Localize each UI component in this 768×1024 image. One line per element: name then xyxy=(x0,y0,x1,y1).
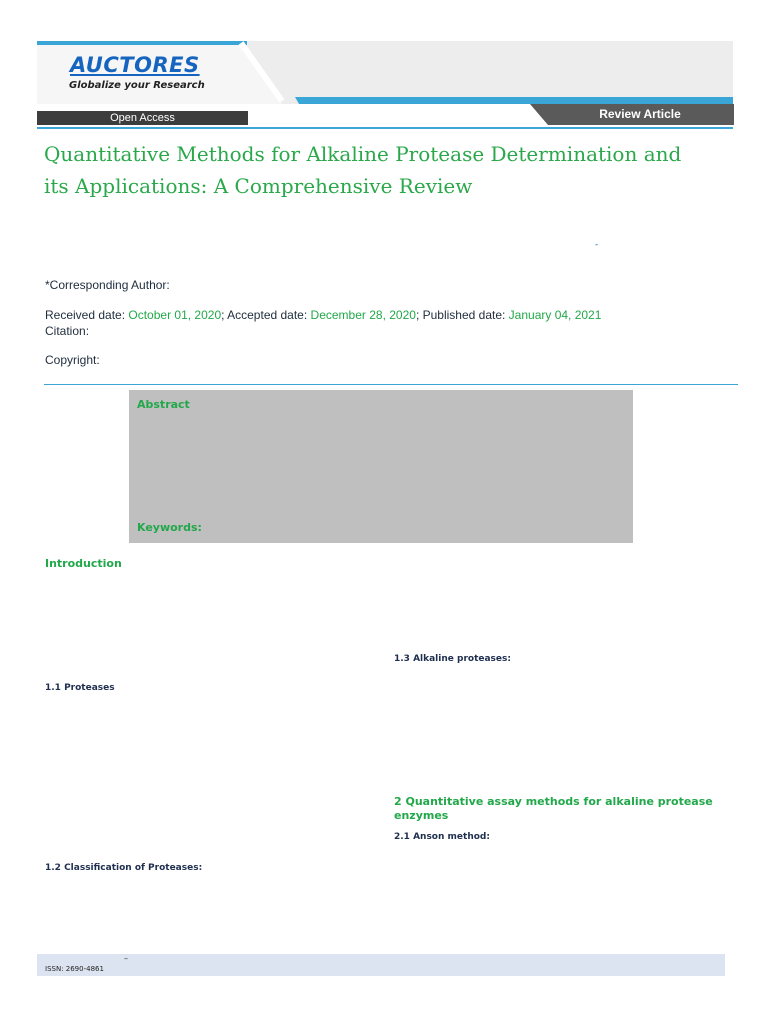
introduction-heading: Introduction xyxy=(45,557,122,570)
received-label: Received date: xyxy=(45,308,129,322)
open-access-label: Open Access xyxy=(110,112,175,124)
publisher-logo[interactable]: AUCTORES xyxy=(70,53,200,77)
logo-tagline: Globalize your Research xyxy=(69,80,205,91)
article-title-line-1: Quantitative Methods for Alkaline Protease Determination and xyxy=(44,142,682,166)
section-2-heading xyxy=(394,795,734,823)
header-underline xyxy=(37,127,733,129)
accepted-label: ; Accepted date: xyxy=(221,308,311,322)
stray-mark: - xyxy=(595,240,599,250)
issn-label: ISSN: 2690-4861 xyxy=(45,965,104,973)
article-type-label: Review Article xyxy=(599,107,681,121)
accepted-date: December 28, 2020 xyxy=(310,308,416,322)
abstract-heading: Abstract xyxy=(137,398,190,411)
abstract-box xyxy=(129,390,633,543)
footer-dash: – xyxy=(124,954,128,963)
section-2-heading-line-1: 2 Quantitative assay methods for alkaline protease xyxy=(394,795,713,808)
dates-line xyxy=(45,308,601,322)
section-1-2-heading: 1.2 Classification of Proteases: xyxy=(45,863,203,873)
section-2-heading-line-2: enzymes xyxy=(394,809,449,822)
section-divider xyxy=(44,384,738,385)
published-label: ; Published date: xyxy=(415,308,509,322)
corresponding-author-label: *Corresponding Author: xyxy=(45,278,170,292)
section-1-1-heading: 1.1 Proteases xyxy=(45,683,115,693)
copyright-label: Copyright: xyxy=(45,353,100,367)
article-title-line-2: its Applications: A Comprehensive Review xyxy=(44,174,473,198)
section-2-1-heading: 2.1 Anson method: xyxy=(394,832,490,842)
keywords-heading: Keywords: xyxy=(137,521,202,534)
published-date: January 04, 2021 xyxy=(508,308,602,322)
footer-bar xyxy=(37,954,725,976)
section-1-3-heading: 1.3 Alkaline proteases: xyxy=(394,654,511,664)
article-title xyxy=(44,138,734,202)
citation-label: Citation: xyxy=(45,324,90,338)
received-date: October 01, 2020 xyxy=(128,308,222,322)
